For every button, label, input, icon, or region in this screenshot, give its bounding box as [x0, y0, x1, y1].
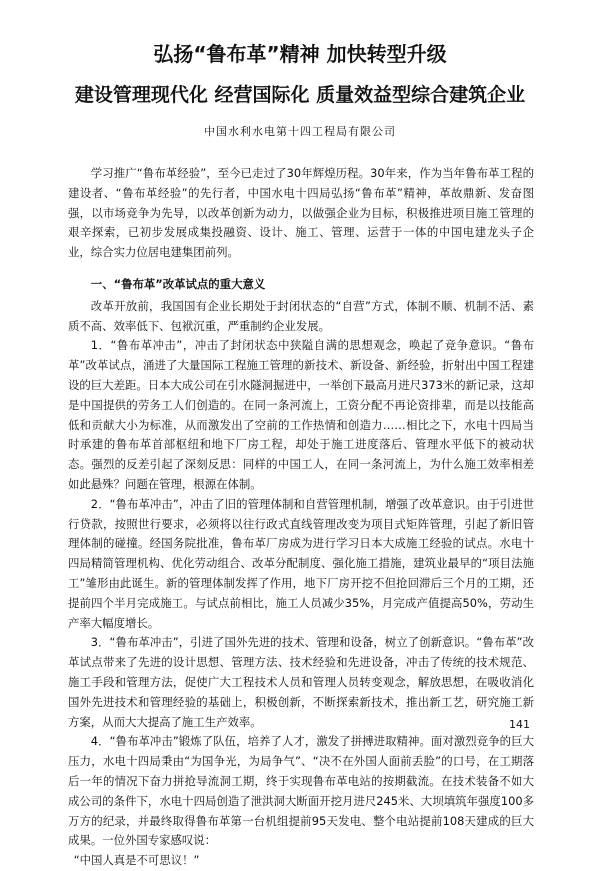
section-heading: 一、“鲁布革”改革试点的重大意义 — [90, 276, 266, 291]
paragraph: 1．“鲁布革冲击”，冲击了封闭状态中狭隘自满的思想观念，唤起了竞争意识。“鲁布革”改革试点，涌进了大量国际工程施工管理的新技术、新设备、新经验，折射出中国工程建设的巨大差距。日本大成公司在引水隧洞掘进中，一举创下最高月进尺373米的新记录，这却是中国提供的劳务工人们创造的。在同一条河流上，工资分配不再论资排辈，而是以技能高低和贡献大小为标准，从而激发出了空前的工作热情和创造力……相比之下，水电十四局当时承建的鲁布革首部枢纽和地下厂房工程，却处于施工进度落后、管理水平低下的被动状态。强烈的反差引起了深刻反思：同样的中国工人，在同一条河流上，为什么施工效率相差如此悬殊？问题在管理，根源在体制。 — [68, 338, 534, 491]
intro-paragraph: 学习推广“鲁布革经验”，至今已走过了30年辉煌历程。30年来，作为当年鲁布革工程的建设者、“鲁布革经验”的先行者，中国水电十四局弘扬“鲁布革”精神，革故鼎新、发奋图强，以市场竞争为先导，以改革创新为动力，以做强企业为目标，积极推进项目施工管理的艰辛探索，已初步发展成集投融资、设计、施工、管理、运营于一体的中国电建龙头子企业，综合实力位居电建集团前列。 — [68, 166, 534, 260]
subtitle: 建设管理现代化 经营国际化 质量效益型综合建筑企业 — [74, 84, 526, 106]
paragraph: 3．“鲁布革冲击”，引进了国外先进的技术、管理和设备，树立了创新意识。“鲁布革”改革试点带来了先进的设计思想、管理方法、技术经验和先进设备，冲击了传统的技术规范、施工手段和管理方法，促使广大工程技术人员和管理人员转变观念，解放思想，在吸收消化国外先进技术和管理经验的基础上，积极创新，不断探索新技术，推出新工艺，研究施工新方案，从而大大提高了施工生产效率。 — [68, 635, 534, 729]
main-title: 弘扬“鲁布革”精神 加快转型升级 — [153, 42, 447, 66]
paragraph: 改革开放前，我国国有企业长期处于封闭状态的“自营”方式，体制不顺、机制不活、素质不高、效率低下、包袱沉重，严重制约企业发展。 — [68, 298, 534, 333]
paragraph: 4．“鲁布革冲击”锻炼了队伍，培养了人才，激发了拼搏进取精神。面对激烈竞争的巨大压力，水电十四局秉由“为国争光，为局争气”、“决不在外国人面前丢脸”的口号，在工期落后一年的情况下奋力拼抢导流洞工期，终于实现鲁布革电站的按期截流。在技术装备不如大成公司的条件下，水电十四局创造了泄洪洞大断面开挖月进尺245米、大坝填筑年强度100多万方的纪录，并最终取得鲁布革第一台机组提前95天发电、整个电站提前108天建成的巨大成果。一位外国专家感叹说： — [68, 734, 534, 848]
page-number: 141 — [509, 718, 530, 731]
author-organization: 中国水利水电第十四工程局有限公司 — [204, 125, 396, 138]
quote: “中国人真是不可思议！” — [73, 853, 200, 868]
paragraph: 2．“鲁布革冲击”，冲击了旧的管理体制和自营管理机制，增强了改革意识。由于引进世行贷款，按照世行要求，必须将以往行政式直线管理改变为项目式矩阵管理，引起了新旧管理体制的碰撞。经国务院批准，鲁布革厂房成为进行学习日本大成施工经验的试点。水电十四局精简管理机构、优化劳动组合、改革分配制度、强化施工措施，建筑业最早的“项目法施工”雏形由此诞生。新的管理体制发挥了作用，地下厂房开挖不但抢回滞后三个月的工期，还提前四个半月完成施工。与试点前相比，施工人员减少35%，月完成产值提高50%，劳动生产率大幅度增长。 — [68, 496, 534, 630]
article-body — [68, 164, 534, 871]
